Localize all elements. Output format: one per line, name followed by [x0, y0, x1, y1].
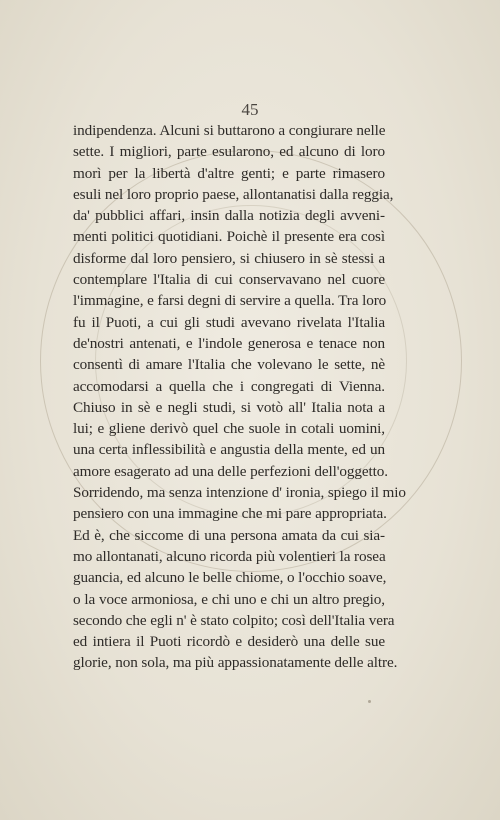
- text-line: esuli nel loro proprio paese, allontanatisi dalla reggia,: [73, 185, 394, 203]
- text-line: consentì di amare l'Italia che volevano le sette, nè: [73, 356, 385, 374]
- text-line: lui; e gliene derivò quel che suole in cotali uomini,: [73, 420, 385, 438]
- text-line: de'nostri antenati, e l'indole generosa e tenace non: [73, 334, 385, 352]
- text-line: Ed è, che siccome di una persona amata da cui sia-: [73, 526, 385, 544]
- text-line: morì per la libertà d'altre genti; e parte rimasero: [73, 164, 385, 182]
- text-line: contemplare l'Italia di cui conservavano nel cuore: [73, 271, 385, 289]
- text-line: guancia, ed alcuno le belle chiome, o l'occhio soave,: [73, 569, 387, 587]
- text-line: glorie, non sola, ma più appassionatamente delle altre.: [73, 654, 398, 672]
- text-line: una certa inflessibilità e angustia della mente, ed un: [73, 441, 385, 459]
- text-line: sette. I migliori, parte esularono, ed alcuno di loro: [73, 143, 385, 161]
- text-line: o la voce armoniosa, e chi uno e chi un altro pregio,: [73, 590, 385, 608]
- text-line: fu il Puoti, a cui gli studi avevano rivelata l'Italia: [73, 313, 385, 331]
- text-line: da' pubblici affari, insin dalla notizia degli avveni-: [73, 207, 385, 225]
- text-line: indipendenza. Alcuni si buttarono a congiurare nelle: [73, 122, 386, 139]
- text-line: pensiero con una immagine che mi pare appropriata.: [73, 505, 387, 523]
- body-paragraph: [73, 120, 406, 674]
- text-line: accomodarsi a quella che i congregati di Vienna.: [73, 377, 385, 395]
- text-line: menti politici quotidiani. Poichè il presente era così: [73, 228, 385, 246]
- text-line: disforme dal loro pensiero, si chiusero in sè stessi a: [73, 249, 385, 267]
- text-line: Chiuso in sè e negli studi, si votò all' Italia nota a: [73, 398, 385, 416]
- text-line: secondo che egli n' è stato colpito; così dell'Italia vera: [73, 611, 395, 629]
- text-line: ed intiera il Puoti ricordò e desiderò una delle sue: [73, 633, 385, 651]
- text-line: amore esagerato ad una delle perfezioni dell'oggetto.: [73, 462, 388, 480]
- text-line: mo allontanati, alcuno ricorda più volentieri la rosea: [73, 547, 386, 565]
- text-line: Sorridendo, ma senza intenzione d' ironia, spiego il mio: [73, 484, 406, 502]
- paper-fleck: [368, 700, 371, 703]
- page-number: 45: [241, 100, 259, 119]
- text-line: l'immagine, e farsi degni di servire a quella. Tra loro: [73, 292, 387, 310]
